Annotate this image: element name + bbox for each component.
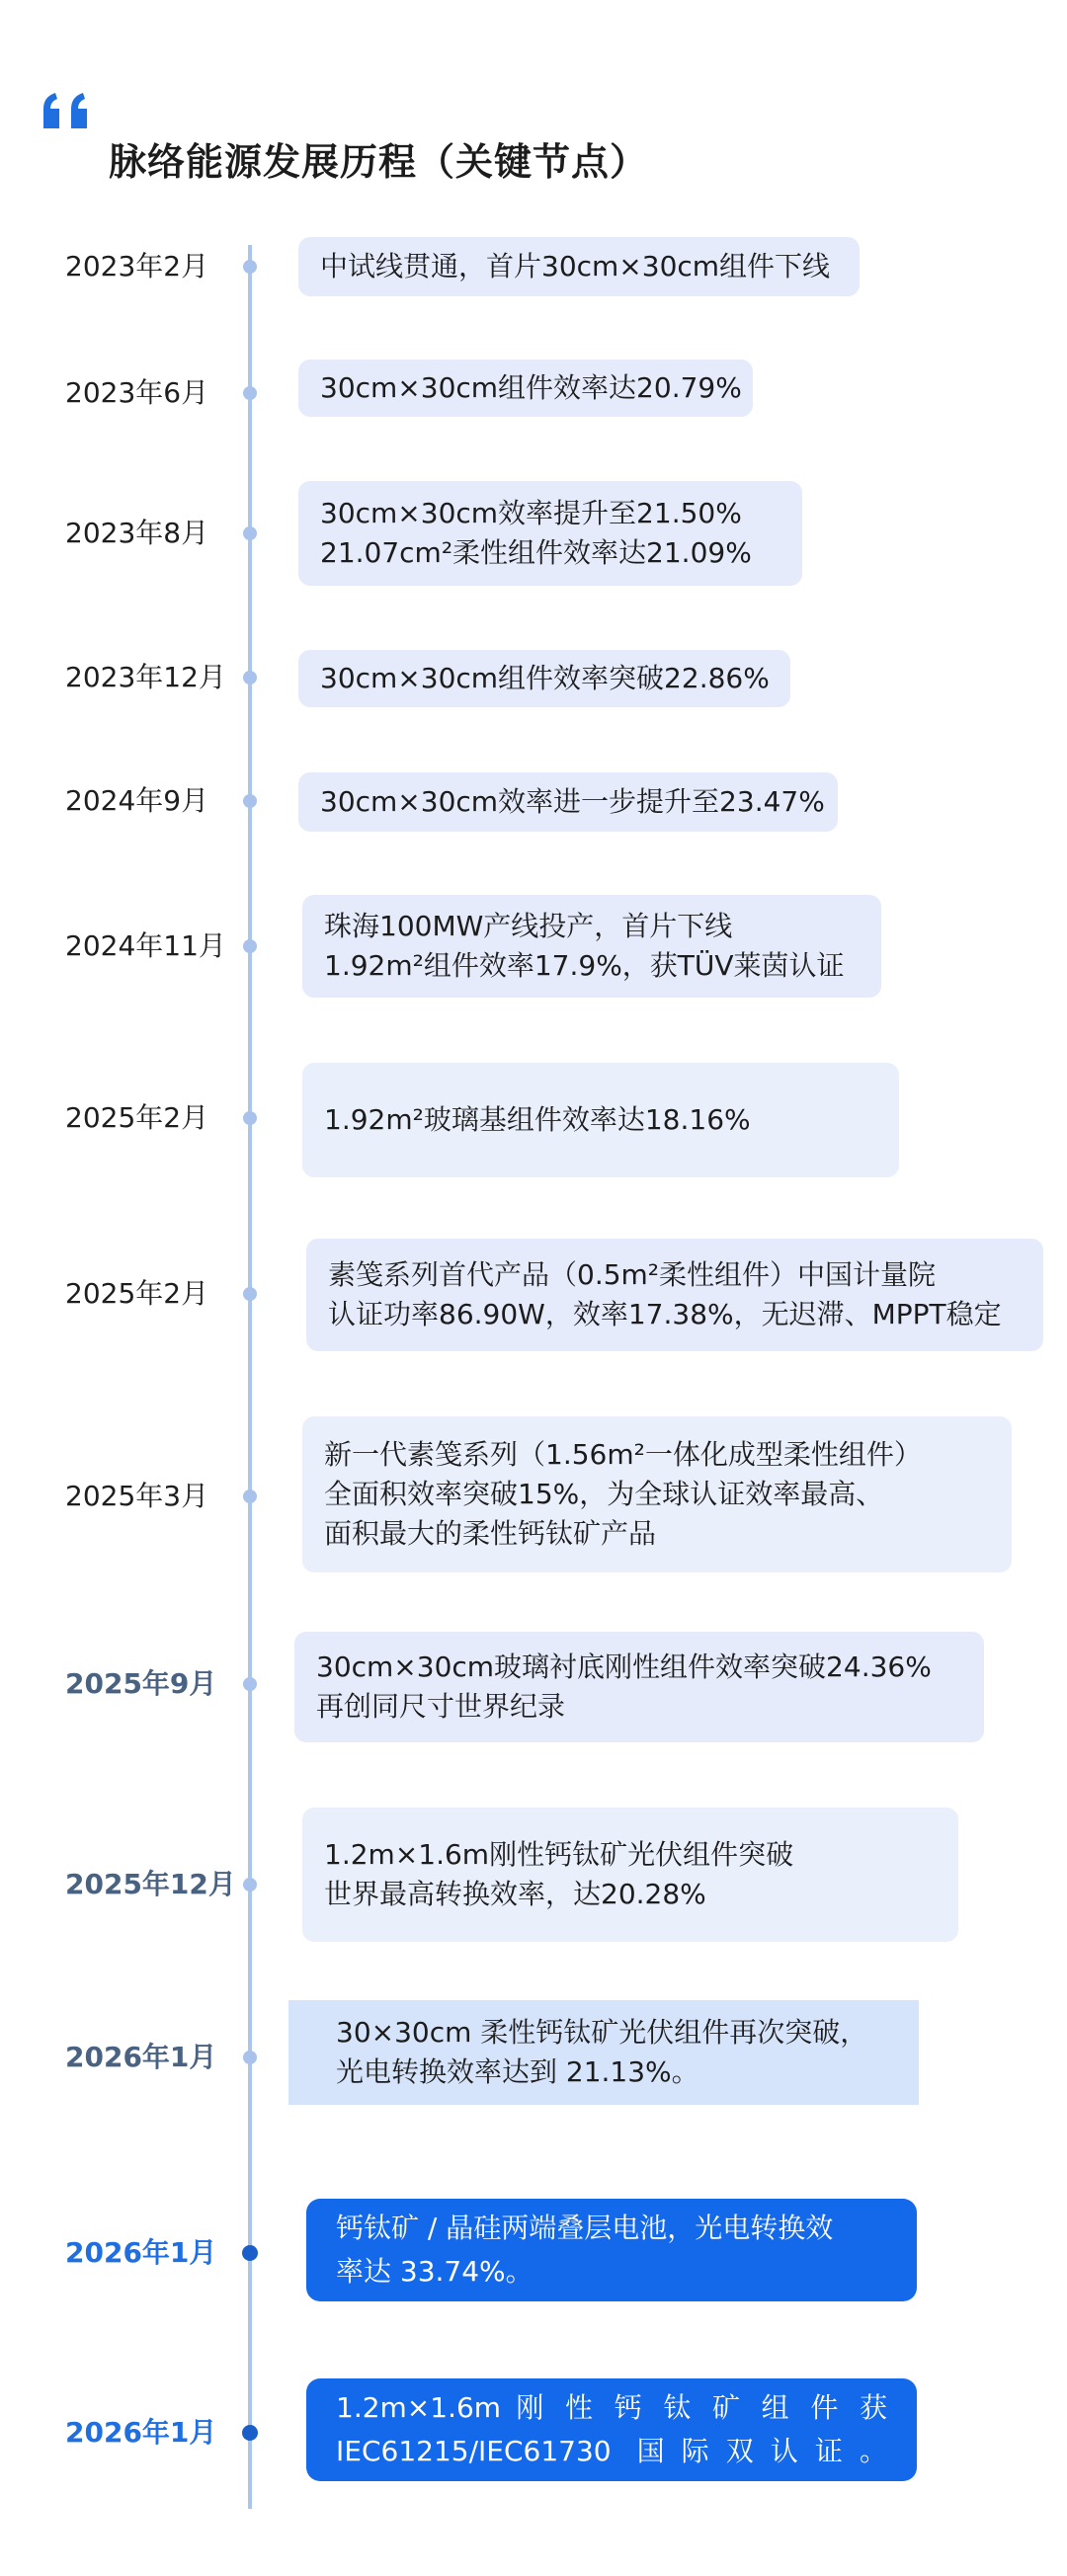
milestone-text-line: 率达 33.74%。: [336, 2255, 534, 2288]
timeline-line: [248, 245, 252, 2509]
milestone-date: 2025年12月: [65, 1868, 236, 1900]
milestone-date: 2025年2月: [65, 1277, 209, 1310]
milestone-text-line: 30×30cm 柔性钙钛矿光伏组件再次突破，: [336, 2016, 868, 2049]
milestone-text-line: 钙钛矿 / 晶硅两端叠层电池，光电转换效: [336, 2212, 834, 2244]
timeline-dot: [243, 1111, 257, 1125]
timeline-dot: [243, 939, 257, 953]
milestone-date: 2025年9月: [65, 1667, 217, 1700]
milestone-card: [302, 1063, 899, 1177]
milestone-card: [298, 237, 860, 296]
page-title: 脉络能源发展历程（关键节点）: [109, 140, 649, 184]
milestone-date: 2026年1月: [65, 2416, 217, 2449]
milestone-card: [294, 1632, 984, 1742]
milestone-card: [302, 895, 881, 998]
milestone-date: 2026年1月: [65, 2041, 217, 2073]
milestone-text-line: 30cm×30cm效率进一步提升至23.47%: [320, 785, 825, 818]
milestone-card: [298, 360, 753, 417]
milestone-text-line: 认证功率86.90W，效率17.38%，无迟滞、MPPT稳定: [328, 1298, 1002, 1330]
timeline-dot: [242, 2245, 258, 2261]
timeline-dot: [243, 1878, 257, 1892]
milestone-text-line: 素笺系列首代产品（0.5m²柔性组件）中国计量院: [328, 1258, 937, 1291]
milestone-text-line: 新一代素笺系列（1.56m²一体化成型柔性组件）: [324, 1438, 922, 1471]
timeline-dot: [243, 671, 257, 684]
milestone-card: [298, 650, 790, 707]
milestone-card: [306, 2378, 917, 2481]
milestone-text-line: 30cm×30cm组件效率达20.79%: [320, 371, 742, 404]
milestone-text-line: 1.2m×1.6m 刚 性 钙 钛 矿 组 件 获: [336, 2391, 887, 2424]
timeline-dot: [243, 1489, 257, 1503]
milestone-text-line: 面积最大的柔性钙钛矿产品: [324, 1517, 657, 1550]
milestone-text-line: 21.07cm²柔性组件效率达21.09%: [320, 536, 752, 569]
milestone-date: 2024年9月: [65, 784, 209, 817]
milestone-card: [306, 1239, 1043, 1351]
milestone-text-line: 全面积效率突破15%，为全球认证效率最高、: [324, 1478, 884, 1510]
milestone-date: 2023年12月: [65, 661, 226, 693]
milestone-card: [298, 772, 838, 832]
milestone-text-line: 光电转换效率达到 21.13%。: [336, 2055, 699, 2088]
timeline-dot: [242, 2425, 258, 2441]
quote-mark-icon: [38, 85, 97, 144]
milestone-card: [288, 2000, 919, 2105]
timeline-dot: [243, 1677, 257, 1691]
timeline-dot: [243, 526, 257, 540]
milestone-text-line: 1.2m×1.6m刚性钙钛矿光伏组件突破: [324, 1838, 794, 1871]
milestone-text-line: 1.92m²组件效率17.9%，获TÜV莱茵认证: [324, 949, 845, 982]
milestone-text-line: 珠海100MW产线投产，首片下线: [324, 910, 733, 942]
milestone-text-line: 30cm×30cm效率提升至21.50%: [320, 497, 742, 529]
milestone-text-line: IEC61215/IEC61730 国际双认证。: [336, 2435, 887, 2467]
milestone-date: 2025年2月: [65, 1101, 209, 1134]
timeline-dot: [243, 2051, 257, 2064]
milestone-date: 2023年8月: [65, 517, 209, 549]
timeline-dot: [243, 794, 257, 808]
milestone-text-line: 1.92m²玻璃基组件效率达18.16%: [324, 1103, 751, 1136]
milestone-date: 2025年3月: [65, 1480, 209, 1512]
milestone-text-line: 世界最高转换效率，达20.28%: [324, 1878, 706, 1910]
milestone-date: 2023年2月: [65, 250, 209, 282]
timeline-dot: [243, 1287, 257, 1301]
milestone-card: [306, 2199, 917, 2301]
milestone-text-line: 30cm×30cm玻璃衬底刚性组件效率突破24.36%: [316, 1650, 932, 1683]
milestone-card: [302, 1416, 1012, 1572]
milestone-card: [302, 1808, 958, 1942]
milestone-text-line: 30cm×30cm组件效率突破22.86%: [320, 662, 770, 694]
milestone-date: 2024年11月: [65, 929, 226, 962]
milestone-card: [298, 481, 802, 586]
milestone-date: 2026年1月: [65, 2236, 217, 2269]
timeline-dot: [243, 386, 257, 400]
milestone-text-line: 再创同尺寸世界纪录: [316, 1690, 566, 1723]
milestone-text-line: 中试线贯通，首片30cm×30cm组件下线: [320, 250, 831, 282]
timeline-dot: [243, 260, 257, 274]
milestone-date: 2023年6月: [65, 376, 209, 409]
